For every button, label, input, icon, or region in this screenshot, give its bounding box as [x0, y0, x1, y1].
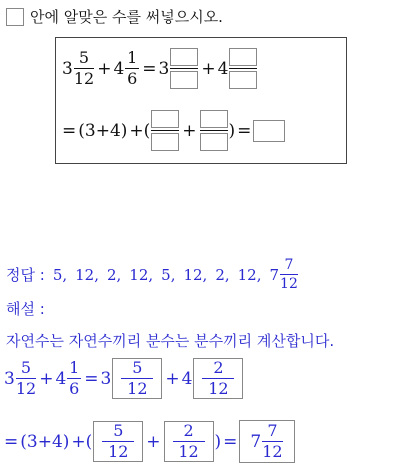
blank-denominator-4[interactable] [200, 133, 228, 151]
blank-denominator-1[interactable] [170, 71, 198, 89]
explanation-line-1: 3 $\frac{5}{12}$ + 4 $\frac{1}{6}$ = 3 $\frac{5}{12}$ + 4 $\frac{2}{12}$ [4, 358, 244, 399]
problem-line-1: 3 $\frac{5}{12}$ + 4 $\frac{1}{6}$ = 3 + 4 [62, 48, 258, 89]
blank-fraction-4 [200, 110, 228, 151]
explanation-label: 해설 : [6, 300, 45, 318]
answer-line: 정답 : 5, 12, 2, 12, 5, 12, 2, 12, 7 $\frac{7}{12}$ [6, 257, 298, 292]
filled-fraction-2: $\frac{2}{12}$ [193, 358, 243, 399]
problem-box [55, 37, 347, 164]
whole-4: 4 [113, 58, 125, 79]
fraction-5-12: $\frac{5}{12}$ [73, 48, 95, 88]
blank-numerator-2[interactable] [229, 48, 257, 66]
filled-fraction-1: $\frac{5}{12}$ [112, 358, 162, 399]
blank-square-icon [6, 8, 24, 26]
answer-final-fraction: $\frac{7}{12}$ [280, 257, 298, 292]
problem-line-2: = (3+4) + ( + ) = [62, 110, 285, 151]
blank-fraction-2 [229, 48, 257, 89]
instruction [6, 6, 223, 27]
blank-denominator-3[interactable] [151, 133, 179, 151]
blank-numerator-4[interactable] [200, 110, 228, 128]
blank-fraction-3 [151, 110, 179, 151]
explanation-line-2: = (3+4) + ( $\frac{5}{12}$ + $\frac{2}{12}$ ) = 7 $\frac{7}{12}$ [4, 420, 295, 463]
filled-fraction-4: $\frac{2}{12}$ [164, 421, 214, 462]
filled-result: 7 $\frac{7}{12}$ [239, 420, 294, 463]
blank-numerator-3[interactable] [151, 110, 179, 128]
filled-fraction-3: $\frac{5}{12}$ [93, 421, 143, 462]
whole-3: 3 [62, 58, 73, 79]
fraction-1-6: $\frac{1}{6}$ [127, 48, 138, 88]
blank-denominator-2[interactable] [229, 71, 257, 89]
blank-fraction-1 [170, 48, 198, 89]
explanation-text: 자연수는 자연수끼리 분수는 분수끼리 계산합니다. [6, 332, 335, 350]
answer-label: 정답 : [6, 266, 45, 284]
blank-result[interactable] [253, 120, 285, 142]
blank-numerator-1[interactable] [170, 48, 198, 66]
instruction-text: 안에 알맞은 수를 써넣으시오. [30, 8, 223, 26]
